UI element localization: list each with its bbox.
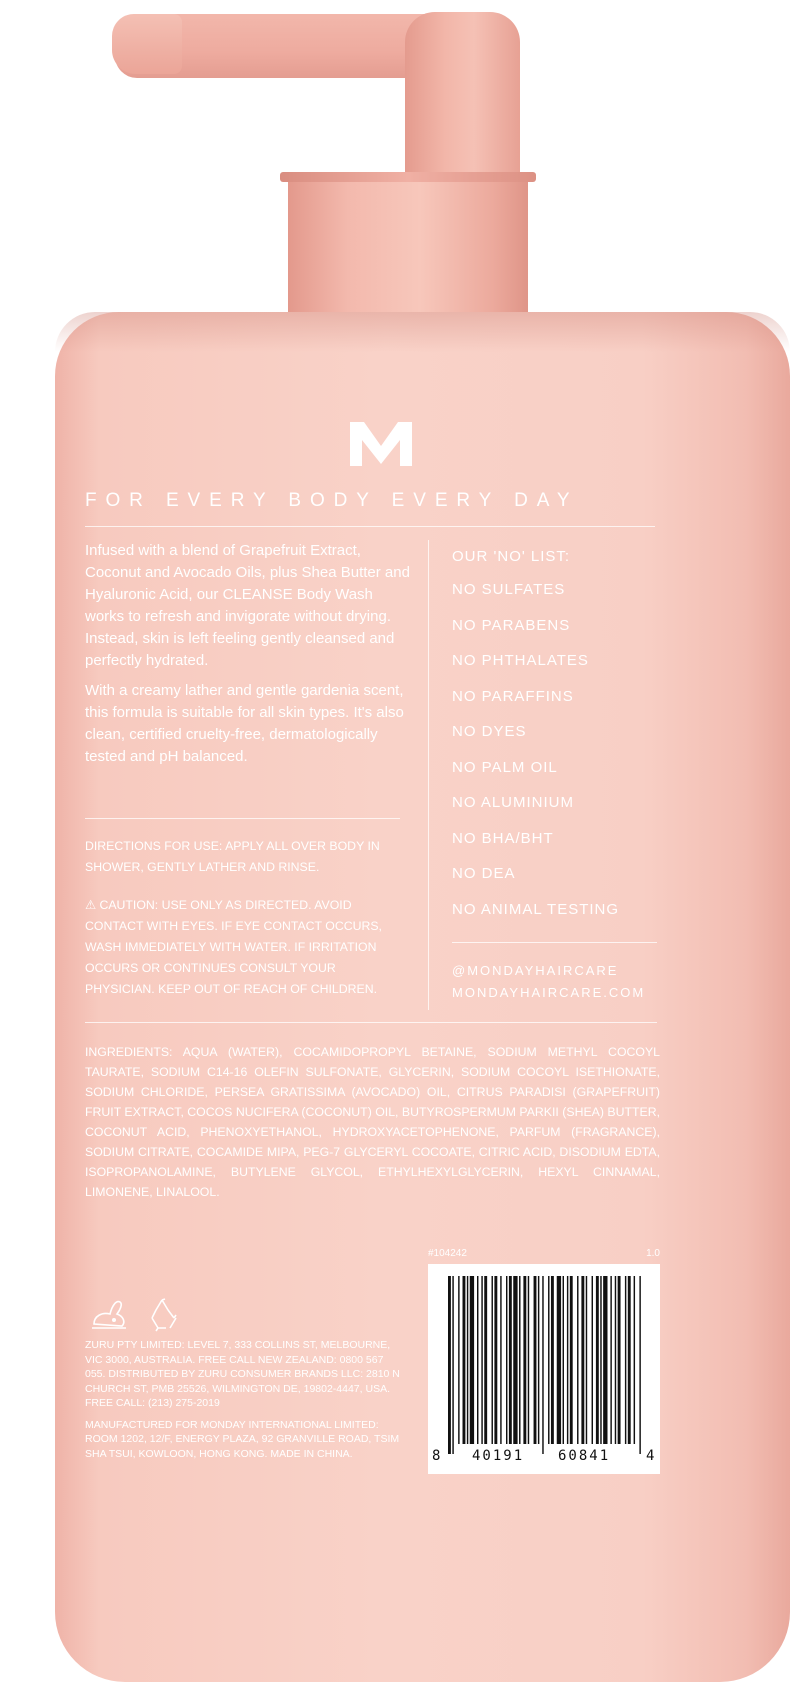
barcode-bar [600,1276,601,1444]
top-divider [85,526,655,527]
pump-nozzle-tip [112,14,182,74]
description-paragraph-1: Infused with a blend of Grapefruit Extract, Coconut and Avocado Oils, plus Shea Butter and Hyaluronic Acid, our CLEANSE Body Wash works to refresh and invigorate without drying. Instead, skin is left feeling gently cleansed and perfectly hydrated. [85,542,410,669]
no-list-item: NO PHTHALATES [452,652,589,669]
barcode-bar [592,1276,593,1444]
barcode-bar [519,1276,520,1444]
pump-head [405,12,520,180]
version-label: 1.0 [646,1248,660,1259]
barcode-bar [463,1276,466,1444]
barcode-bar [596,1276,599,1444]
brand-logo [340,418,422,468]
description-divider [85,818,400,819]
product-code: #104242 [428,1248,467,1259]
no-list-item: NO SULFATES [452,581,566,598]
cruelty-free-bunny-icon [92,1302,126,1328]
barcode-bar [615,1276,616,1444]
barcode-bar [481,1276,482,1444]
barcode-digits-group-2: 60841 [558,1448,611,1464]
barcode-bar [484,1276,487,1444]
barcode-bar [639,1276,640,1454]
barcode-bar [500,1276,501,1444]
barcode-digits-group-1: 40191 [472,1448,525,1464]
description-paragraph-2: With a creamy lather and gentle gardenia scent, this formula is suitable for all skin types. It's also clean, certified cruelty-free, dermatologically tested and pH balanced. [85,682,404,765]
no-list-item: NO PARAFFINS [452,687,574,705]
barcode-digit-right: 4 [646,1448,655,1464]
barcode-bar [563,1276,564,1444]
manufacturer-info: MANUFACTURED FOR MONDAY INTERNATIONAL LIMITED: ROOM 1202, 12/F, ENERGY PLAZA, 92 GRANVILLE ROAD, TSIM SHA TSUI, KOWLOON, HONG KONG. MADE IN CHINA. [85,1418,400,1460]
brand-tagline: FOR EVERY BODY EVERY DAY [85,490,579,511]
barcode-panel [428,1248,660,1478]
certification-icons [90,1296,190,1332]
barcode-bar [452,1276,453,1454]
barcode-bar [470,1276,474,1444]
no-list-divider [452,942,657,943]
barcode [428,1264,660,1474]
barcode-bar [557,1276,561,1444]
barcode-bar [603,1276,607,1444]
no-list [452,548,662,936]
no-list-item: NO DEA [452,865,516,882]
barcode-bar [628,1276,631,1444]
barcode-bar [467,1276,468,1444]
column-divider [428,540,429,1010]
barcode-bar [551,1276,554,1444]
barcode-bar [542,1276,543,1454]
barcode-bar [548,1276,549,1444]
barcode-bar [581,1276,584,1444]
no-list-item: NO ALUMINIUM [452,794,575,811]
no-list-item: NO ANIMAL TESTING [452,900,620,918]
barcode-bar [477,1276,478,1444]
website-url: MONDAYHAIRCARE.COM [452,985,646,1000]
no-list-item: NO DYES [452,723,527,740]
product-description [85,540,415,776]
barcode-bar [570,1276,573,1444]
barcode-bar [610,1276,611,1444]
barcode-bar [494,1276,497,1444]
no-list-item: NO BHA/BHT [452,829,554,847]
barcode-bar [538,1276,539,1444]
barcode-bar [528,1276,529,1444]
pump-stem [288,176,528,324]
distributor-info: ZURU PTY LIMITED: LEVEL 7, 333 COLLINS ST, MELBOURNE, VIC 3000, AUSTRALIA. FREE CALL NEW ZEALAND: 0800 567 055. DISTRIBUTED BY ZURU CONSUMER BRANDS LLC: 2810 N CHURCH ST, PMB 25526, WILMINGTON DE, 19802-4447, USA. FREE CALL: (213) 275-2019 [85,1339,400,1409]
barcode-bar [577,1276,578,1444]
directions-text: DIRECTIONS FOR USE: APPLY ALL OVER BODY IN SHOWER, GENTLY LATHER AND RINSE. [85,839,380,874]
ingredients-list: INGREDIENTS: AQUA (WATER), COCAMIDOPROPYL BETAINE, SODIUM METHYL COCOYL TAURATE, SODIUM C14-16 OLEFIN SULFONATE, GLYCERIN, SODIUM COCOYL ISETHIONATE, SODIUM CHLORIDE, PERSEA GRATISSIMA (AVOCADO) OIL, CITRUS PARADISI (GRAPEFRUIT) FRUIT EXTRACT, COCOS NUCIFERA (COCONUT) OIL, BUTYROSPERMUM PARKII (SHEA) BUTTER, COCONUT ACID, PHENOXYETHANOL, HYDROXYACETOPHENONE, PARFUM (FRAGRANCE), SODIUM CITRATE, COCAMIDE MIPA, PEG-7 GLYCERYL COCOATE, CITRIC ACID, DISODIUM EDTA, ISOPROPANOLAMINE, BUTYLENE GLYCOL, ETHYLHEXYLGLYCERIN, HEXYL CINNAMAL, LIMONENE, LINALOOL. [85,1045,660,1199]
barcode-bar [567,1276,568,1444]
bottle-shoulder-shadow [55,312,790,352]
barcode-bar [634,1276,635,1444]
barcode-bar [534,1276,537,1444]
legal-text [85,1338,405,1468]
barcode-bar [586,1276,587,1444]
barcode-bar [625,1276,626,1444]
barcode-bar [506,1276,507,1444]
barcode-bar [458,1276,459,1444]
no-list-item: NO PARABENS [452,616,571,634]
barcode-bar [618,1276,621,1444]
barcode-bar [492,1276,493,1444]
recycle-icon [152,1299,176,1331]
no-list-item: NO PALM OIL [452,758,558,776]
social-links [452,960,645,1004]
barcode-bar [523,1276,526,1444]
barcode-digit-left: 8 [432,1448,441,1464]
barcode-bar [448,1276,451,1454]
barcode-bar [513,1276,517,1444]
pump-collar [280,172,536,182]
social-handle: @MONDAYHAIRCARE [452,963,619,978]
caution-text: ⚠ CAUTION: USE ONLY AS DIRECTED. AVOID CONTACT WITH EYES. IF EYE CONTACT OCCURS, WASH IMMEDIATELY WITH WATER. IF IRRITATION OCCURS OR CONTINUES CONSULT YOUR PHYSICIAN. KEEP OUT OF REACH OF CHILDREN. [85,898,382,996]
barcode-bar [509,1276,512,1444]
no-list-header: OUR 'NO' LIST: [452,548,571,565]
ingredients-divider [85,1022,657,1023]
